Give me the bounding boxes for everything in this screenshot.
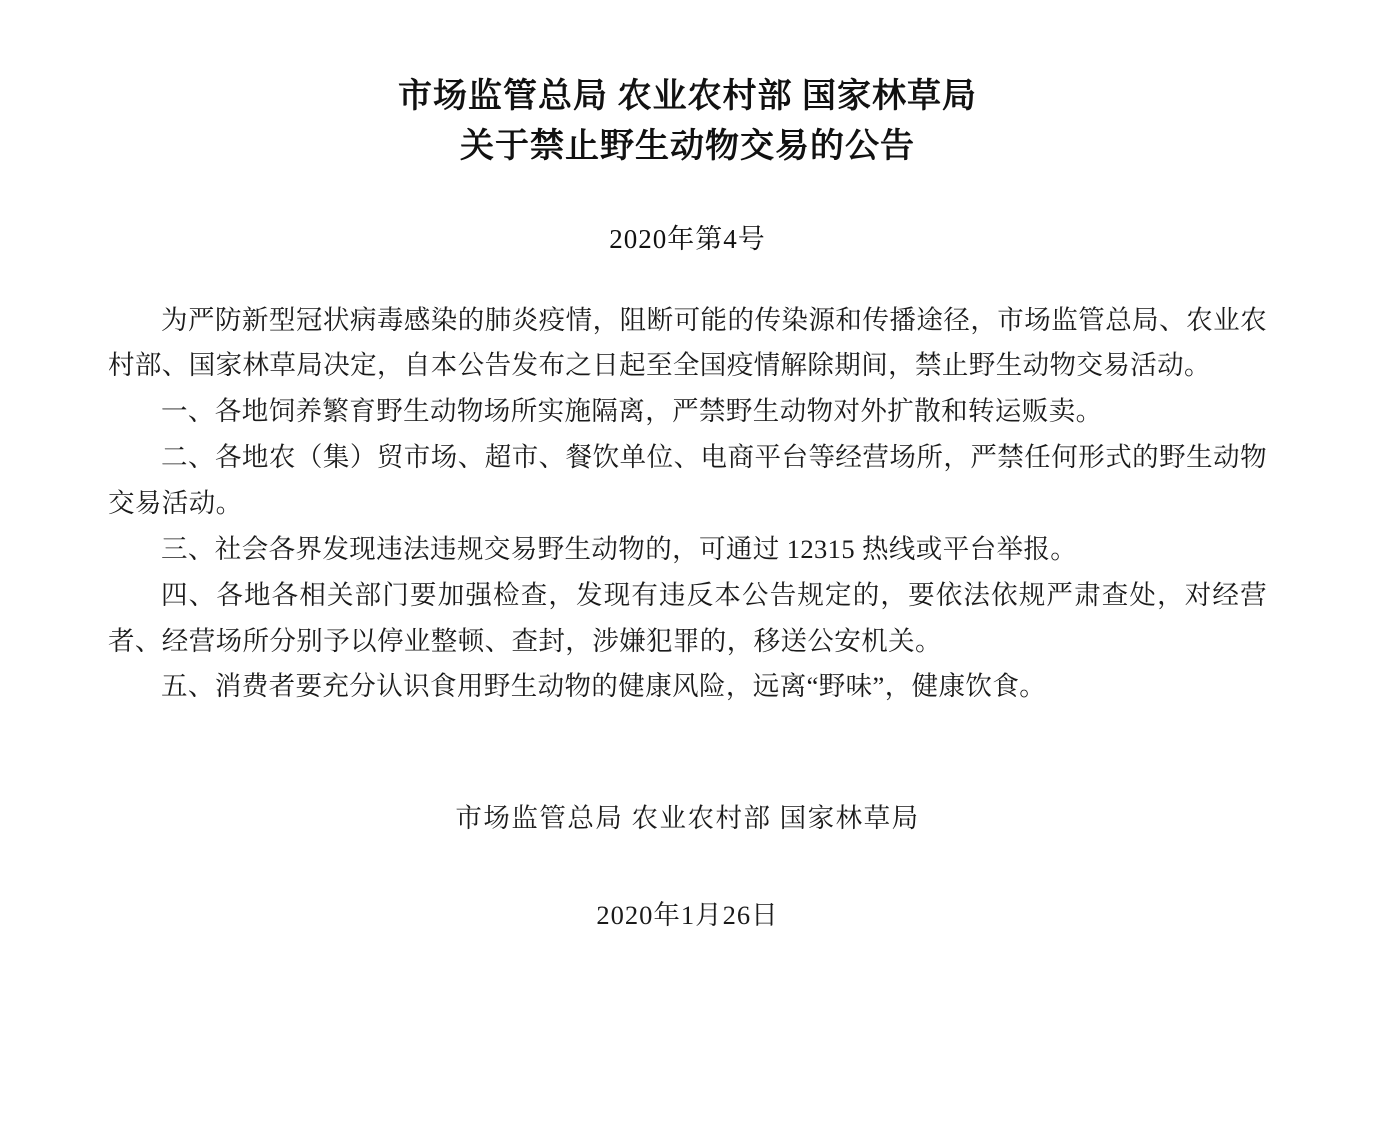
- signature-block: [108, 796, 1267, 932]
- paragraph-item-4: 四、各地各相关部门要加强检查，发现有违反本公告规定的，要依法依规严肃查处，对经营者、经营场所分别予以停业整顿、查封，涉嫌犯罪的，移送公安机关。: [108, 579, 1267, 656]
- paragraph-item-5: 五、消费者要充分认识食用野生动物的健康风险，远离“野味”，健康饮食。: [161, 671, 1047, 702]
- issue-date: 2020年1月26日: [596, 900, 779, 931]
- document-body: [108, 298, 1267, 711]
- paragraph-item-1: 一、各地饲养繁育野生动物场所实施隔离，严禁野生动物对外扩散和转运贩卖。: [161, 396, 1103, 427]
- paragraph-item-3: 三、社会各界发现违法违规交易野生动物的，可通过 12315 热线或平台举报。: [161, 533, 1078, 564]
- title-line-1: 市场监管总局 农业农村部 国家林草局: [398, 78, 977, 115]
- paragraph-item-2: 二、各地农（集）贸市场、超市、餐饮单位、电商平台等经营场所，严禁任何形式的野生动物交易活动。: [108, 442, 1267, 518]
- issuing-agencies: 市场监管总局 农业农村部 国家林草局: [455, 803, 920, 834]
- page-title: [108, 72, 1267, 173]
- paragraph-intro: 为严防新型冠状病毒感染的肺炎疫情，阻断可能的传染源和传播途径，市场监管总局、农业农村部、国家林草局决定，自本公告发布之日起至全国疫情解除期间，禁止野生动物交易活动。: [108, 304, 1267, 381]
- document-number: 2020年第4号: [609, 223, 766, 254]
- title-line-2: 关于禁止野生动物交易的公告: [460, 128, 915, 166]
